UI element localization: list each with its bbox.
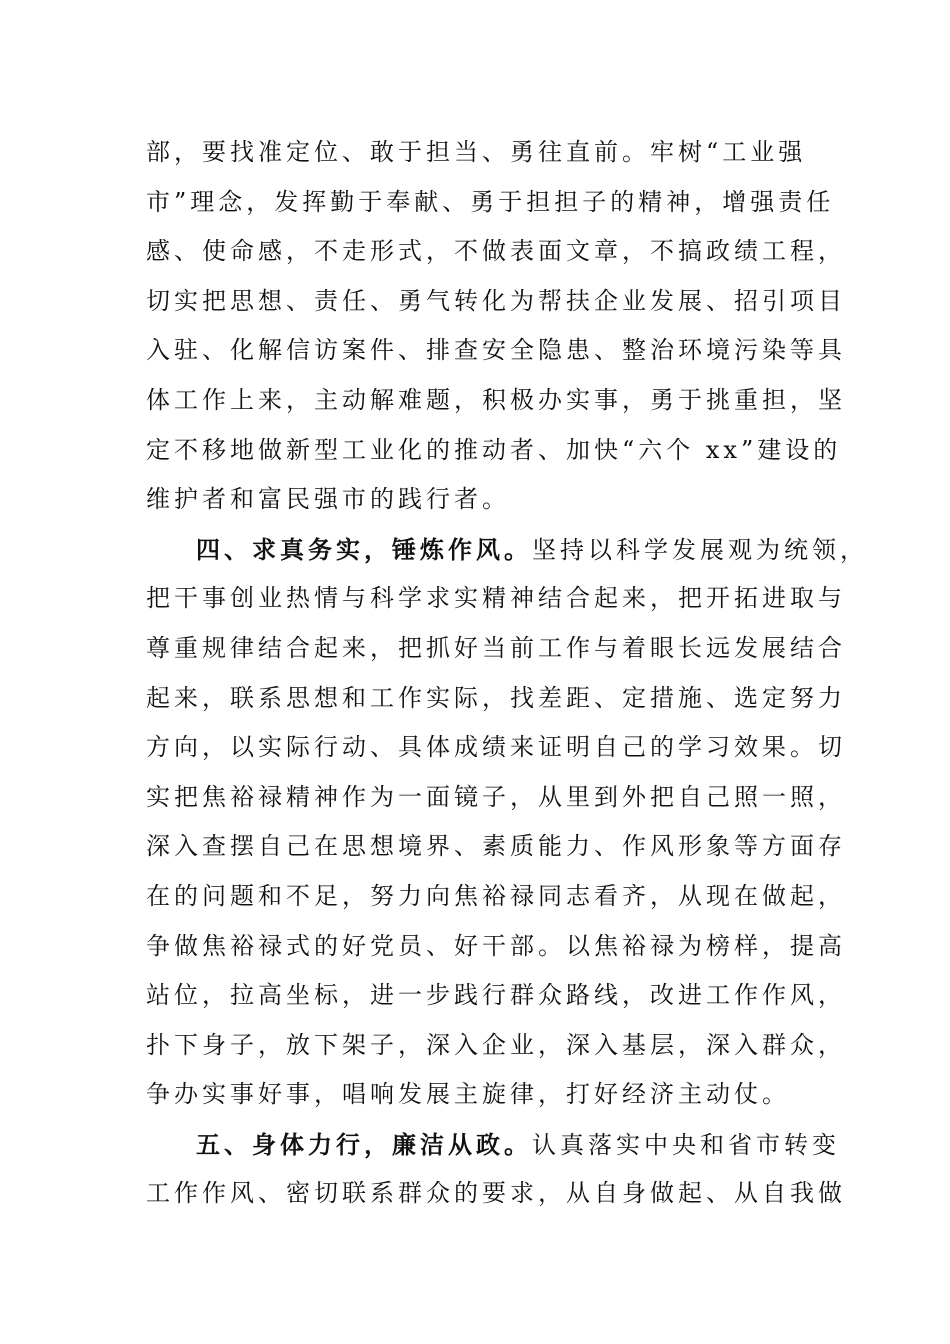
document-body [146, 128, 868, 1219]
text-line: 在的问题和不足，努力向焦裕禄同志看齐，从现在做起， [146, 881, 846, 910]
paragraph-section-five [146, 1120, 846, 1219]
text-line: 维护者和富民强市的践行者。 [146, 485, 510, 514]
paragraph-continued [146, 128, 846, 525]
text-line: 实把焦裕禄精神作为一面镜子，从里到外把自己照一照， [146, 782, 846, 811]
text-span: 认真落实中央和省市转变 [532, 1130, 840, 1159]
text-line: 扑下身子，放下架子，深入企业，深入基层，深入群众， [146, 1030, 846, 1059]
text-line: 定不移地做新型工业化的推动者、加快“六个 xx”建设的 [146, 435, 842, 464]
text-line: 尊重规律结合起来，把抓好当前工作与着眼长远发展结合 [146, 633, 846, 662]
text-line: 方向，以实际行动、具体成绩来证明自己的学习效果。切 [146, 733, 846, 762]
section-heading: 四、求真务实，锤炼作风。 [196, 534, 532, 564]
text-line [146, 1120, 840, 1170]
section-heading: 五、身体力行，廉洁从政。 [196, 1129, 532, 1159]
text-line: 争做焦裕禄式的好党员、好干部。以焦裕禄为榜样，提高 [146, 931, 846, 960]
text-line: 工作作风、密切联系群众的要求，从自身做起、从自我做 [146, 1179, 846, 1208]
text-span: 坚持以科学发展观为统领， [532, 535, 868, 564]
text-line: 部，要找准定位、敢于担当、勇往直前。牢树“工业强 [146, 138, 807, 166]
paragraph-section-four [146, 525, 868, 1120]
text-line: 站位，拉高坐标，进一步践行群众路线，改进工作作风， [146, 981, 846, 1010]
text-line: 争办实事好事，唱响发展主旋律，打好经济主动仗。 [146, 1080, 790, 1109]
text-line: 感、使命感，不走形式，不做表面文章，不搞政绩工程， [146, 237, 846, 266]
text-line: 入驻、化解信访案件、排查安全隐患、整治环境污染等具 [146, 336, 846, 365]
text-line: 市”理念，发挥勤于奉献、勇于担担子的精神，增强责任 [146, 187, 835, 216]
text-line [146, 525, 868, 575]
text-line: 深入查摆自己在思想境界、素质能力、作风形象等方面存 [146, 832, 846, 861]
text-line: 切实把思想、责任、勇气转化为帮扶企业发展、招引项目 [146, 286, 846, 315]
text-line: 把干事创业热情与科学求实精神结合起来，把开拓进取与 [146, 584, 846, 613]
text-line: 体工作上来，主动解难题，积极办实事，勇于挑重担，坚 [146, 385, 846, 414]
text-line: 起来，联系思想和工作实际，找差距、定措施、选定努力 [146, 683, 846, 712]
